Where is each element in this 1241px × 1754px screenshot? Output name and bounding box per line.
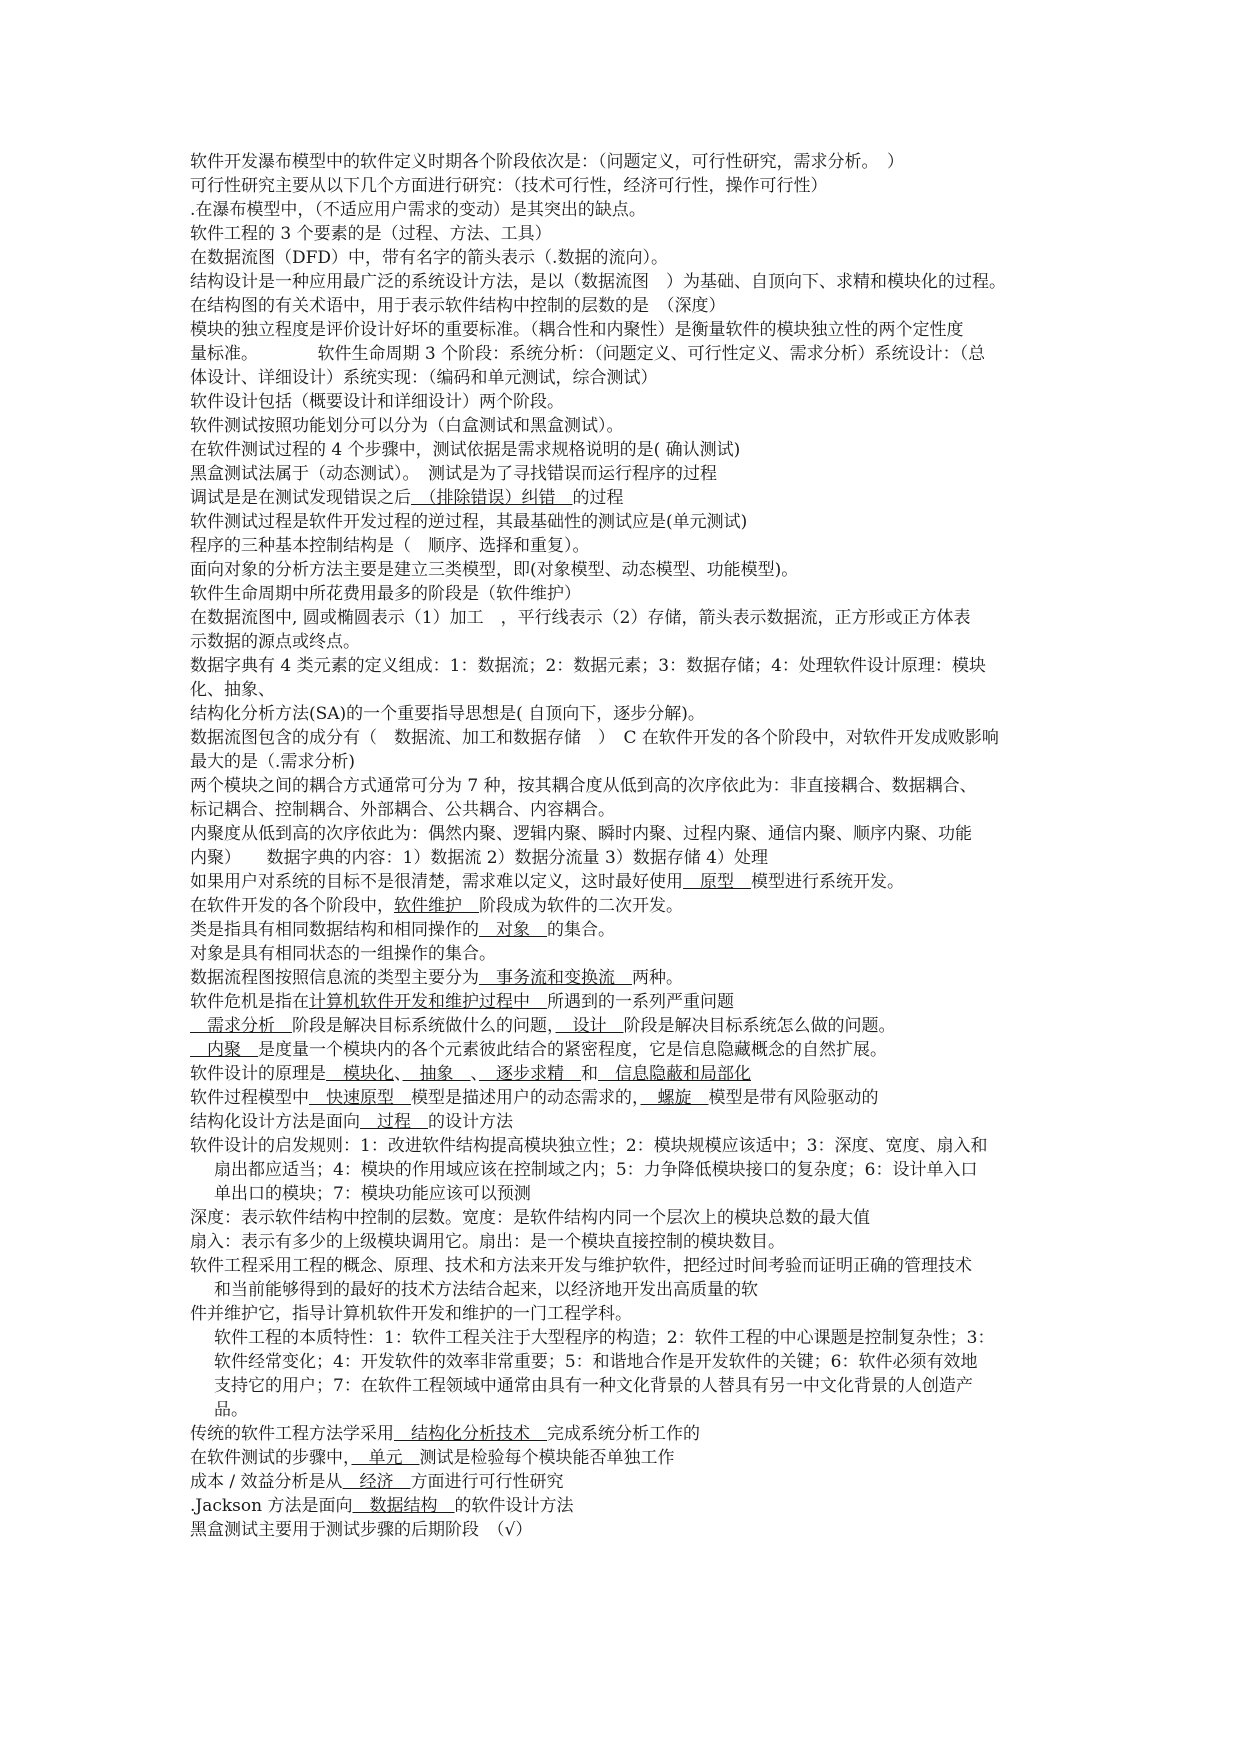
text-run: 阶段是解决目标系统怎么做的问题。 xyxy=(623,1016,896,1036)
text-run: 阶段成为软件的二次开发。 xyxy=(479,896,683,916)
text-run: 模型是描述用户的动态需求的， xyxy=(411,1088,641,1108)
text-line: 数据字典有 4 类元素的定义组成：1：数据流；2：数据元素；3：数据存储；4：处理软件设计原理：模块 xyxy=(190,656,986,676)
text-line xyxy=(190,1446,1070,1470)
underlined-answer: 结构化分析技术 xyxy=(394,1424,547,1444)
text-line: 对象是具有相同状态的一组操作的集合。 xyxy=(190,944,496,964)
text-run: 模型是带有风险驱动的 xyxy=(708,1088,879,1108)
text-line: 内聚） 数据字典的内容：1）数据流 2）数据分流量 3）数据存储 4）处理 xyxy=(190,848,768,868)
text-line xyxy=(190,1014,1070,1038)
underlined-answer: 数据结构 xyxy=(352,1496,455,1516)
text-run: 在软件开发的各个阶段中， xyxy=(190,896,394,916)
text-run: 两种。 xyxy=(632,968,683,988)
underlined-answer: 信息隐蔽和局部化 xyxy=(598,1064,751,1084)
text-line: 软件工程采用工程的概念、原理、技术和方法来开发与维护软件，把经过时间考验而证明正确的管理技术 xyxy=(190,1256,972,1276)
text-run: 、 xyxy=(394,1064,403,1084)
text-line: 支持它的用户；7：在软件工程领域中通常由具有一种文化背景的人替具有另一中文化背景的人创造产 xyxy=(214,1376,973,1396)
text-run: 类是指具有相同数据结构和相同操作的 xyxy=(190,920,479,940)
text-line: 软件经常变化；4：开发软件的效率非常重要；5：和谐地合作是开发软件的关键；6：软件必须有效地 xyxy=(214,1352,978,1372)
underlined-answer: 原型 xyxy=(683,872,751,892)
text-line xyxy=(190,894,1070,918)
text-run: .Jackson 方法是面向 xyxy=(190,1496,353,1516)
text-run: 阶段是解决目标系统做什么的问题， xyxy=(292,1016,556,1036)
text-run: 方面进行可行性研究 xyxy=(410,1472,564,1492)
text-run: 传统的软件工程方法学采用 xyxy=(190,1424,394,1444)
text-line: 软件工程的本质特性：1：软件工程关注于大型程序的构造；2：软件工程的中心课题是控制复杂性；3： xyxy=(214,1328,995,1348)
text-line: 扇入：表示有多少的上级模块调用它。扇出：是一个模块直接控制的模块数目。 xyxy=(190,1232,785,1252)
text-line: 示数据的源点或终点。 xyxy=(190,632,360,652)
text-line xyxy=(190,966,1070,990)
text-line: 在数据流图中, 圆或椭圆表示（1）加工 ，平行线表示（2）存储，箭头表示数据流，正方形或正方体表 xyxy=(190,608,971,628)
text-line: 深度：表示软件结构中控制的层数。宽度：是软件结构内同一个层次上的模块总数的最大值 xyxy=(190,1208,870,1228)
text-line: 单出口的模块；7：模块功能应该可以预测 xyxy=(214,1184,531,1204)
text-line: 件并维护它，指导计算机软件开发和维护的一门工程学科。 xyxy=(190,1304,632,1324)
text-line: 化、抽象、 xyxy=(190,680,275,700)
text-run: 软件危机是指在 xyxy=(190,992,309,1012)
text-run: 的集合。 xyxy=(547,920,615,940)
underlined-answer: 设计 xyxy=(555,1016,624,1036)
text-line: 结构化分析方法(SA)的一个重要指导思想是( 自顶向下，逐步分解)。 xyxy=(190,704,705,724)
underlined-answer: 需求分析 xyxy=(190,1016,292,1036)
underlined-answer: 单元 xyxy=(351,1448,420,1468)
underlined-answer: 逐步求精 xyxy=(479,1064,581,1084)
text-line: 和当前能够得到的最好的技术方法结合起来，以经济地开发出高质量的软 xyxy=(214,1280,758,1300)
text-line: 在数据流图（DFD）中，带有名字的箭头表示（.数据的流向）。 xyxy=(190,248,668,268)
underlined-answer: 抽象 xyxy=(402,1064,471,1084)
text-run: 的设计方法 xyxy=(428,1112,513,1132)
text-run: 如果用户对系统的目标不是很清楚，需求难以定义，这时最好使用 xyxy=(190,872,683,892)
text-run: 模型进行系统开发。 xyxy=(751,872,904,892)
text-run: 是度量一个模块内的各个元素彼此结合的紧密程度，它是信息隐藏概念的自然扩展。 xyxy=(258,1040,887,1060)
text-line: 标记耦合、控制耦合、外部耦合、公共耦合、内容耦合。 xyxy=(190,800,615,820)
text-line xyxy=(190,1422,1070,1446)
text-run: 的过程 xyxy=(572,488,624,508)
underlined-answer: 快速原型 xyxy=(309,1088,411,1108)
text-run: 和 xyxy=(581,1064,598,1084)
text-run: 在软件测试的步骤中， xyxy=(190,1448,352,1468)
text-line xyxy=(190,990,1070,1014)
text-line xyxy=(190,1062,1070,1086)
text-line: 在软件测试过程的 4 个步骤中，测试依据是需求规格说明的是( 确认测试) xyxy=(190,440,741,460)
text-run: 软件过程模型中 xyxy=(190,1088,309,1108)
text-run: 数据流程图按照信息流的类型主要分为 xyxy=(190,968,479,988)
text-line: 体设计、详细设计）系统实现：（编码和单元测试，综合测试） xyxy=(190,368,658,388)
document-body xyxy=(190,150,1070,1542)
text-line: 软件开发瀑布模型中的软件定义时期各个阶段依次是：（问题定义，可行性研究，需求分析。 ） xyxy=(190,152,904,172)
text-run: 完成系统分析工作的 xyxy=(547,1424,700,1444)
text-line xyxy=(190,1086,1070,1110)
text-line: 软件工程的 3 个要素的是（过程、方法、工具） xyxy=(190,224,552,244)
text-line xyxy=(190,1494,1070,1518)
text-line: 品。 xyxy=(214,1400,248,1420)
text-run: 调试是是在测试发现错误之后 xyxy=(190,488,411,508)
text-line xyxy=(190,918,1070,942)
text-run: 的软件设计方法 xyxy=(454,1496,574,1516)
text-line xyxy=(190,1470,1070,1494)
underlined-answer: 事务流和变换流 xyxy=(479,968,632,988)
text-line: 面向对象的分析方法主要是建立三类模型，即(对象模型、动态模型、功能模型)。 xyxy=(190,560,799,580)
text-line: 模块的独立程度是评价设计好坏的重要标准。（耦合性和内聚性）是衡量软件的模块独立性的两个定性度 xyxy=(190,320,964,340)
text-line: 软件设计包括（概要设计和详细设计）两个阶段。 xyxy=(190,392,564,412)
underlined-answer: 模块化 xyxy=(326,1064,394,1084)
text-line: 扇出都应适当；4：模块的作用域应该在控制域之内；5：力争降低模块接口的复杂度；6：设计单入口 xyxy=(214,1160,978,1180)
text-run: 所遇到的一系列严重问题 xyxy=(547,992,734,1012)
text-line: 数据流图包含的成分有（ 数据流、加工和数据存储 ） C 在软件开发的各个阶段中，对软件开发成败影响 xyxy=(190,728,999,748)
text-line: 黑盒测试主要用于测试步骤的后期阶段 （√） xyxy=(190,1520,533,1540)
underlined-answer: 计算机软件开发和维护过程中 xyxy=(309,992,547,1012)
text-line: 程序的三种基本控制结构是（ 顺序、选择和重复）。 xyxy=(190,536,590,556)
text-run: 测试是检验每个模块能否单独工作 xyxy=(419,1448,675,1468)
text-line: 软件测试按照功能划分可以分为（白盒测试和黑盒测试）。 xyxy=(190,416,624,436)
text-line: 在结构图的有关术语中，用于表示软件结构中控制的层数的是 （深度） xyxy=(190,296,726,316)
text-line: .在瀑布模型中，（不适应用户需求的变动）是其突出的缺点。 xyxy=(190,200,646,220)
text-line: 两个模块之间的耦合方式通常可分为 7 种，按其耦合度从低到高的次序依此为：非直接耦合、数据耦合、 xyxy=(190,776,977,796)
text-run: 结构化设计方法是面向 xyxy=(190,1112,360,1132)
text-line: 软件设计的启发规则：1：改进软件结构提高模块独立性；2：模块规模应该适中；3：深度、宽度、扇入和 xyxy=(190,1136,988,1156)
text-line: 黑盒测试法属于（动态测试）。 测试是为了寻找错误而运行程序的过程 xyxy=(190,464,717,484)
text-line: 软件测试过程是软件开发过程的逆过程，其最基础性的测试应是(单元测试) xyxy=(190,512,748,532)
text-line: 量标准。 软件生命周期 3 个阶段：系统分析：（问题定义、可行性定义、需求分析）系统设计：（总 xyxy=(190,344,986,364)
text-run: 成本 / 效益分析是从 xyxy=(190,1472,343,1492)
text-line: 可行性研究主要从以下几个方面进行研究：（技术可行性，经济可行性，操作可行性） xyxy=(190,176,828,196)
text-run: 软件设计的原理是 xyxy=(190,1064,326,1084)
underlined-answer: 软件维护 xyxy=(394,896,479,916)
text-line xyxy=(190,1110,1070,1134)
text-line: 最大的是（.需求分析) xyxy=(190,752,356,772)
underlined-answer: 螺旋 xyxy=(640,1088,709,1108)
text-line xyxy=(190,870,1070,894)
text-run: 、 xyxy=(470,1064,479,1084)
underlined-answer: （排除错误）纠错 xyxy=(411,488,573,508)
underlined-answer: 对象 xyxy=(479,920,547,940)
underlined-answer: 过程 xyxy=(360,1112,428,1132)
underlined-answer: 内聚 xyxy=(190,1040,258,1060)
text-line: 结构设计是一种应用最广泛的系统设计方法，是以（数据流图 ）为基础、自顶向下、求精和模块化的过程。 xyxy=(190,272,1006,292)
underlined-answer: 经济 xyxy=(342,1472,411,1492)
text-line xyxy=(190,486,1070,510)
text-line: 软件生命周期中所花费用最多的阶段是（软件维护） xyxy=(190,584,581,604)
text-line xyxy=(190,1038,1070,1062)
text-line: 内聚度从低到高的次序依此为：偶然内聚、逻辑内聚、瞬时内聚、过程内聚、通信内聚、顺序内聚、功能 xyxy=(190,824,972,844)
